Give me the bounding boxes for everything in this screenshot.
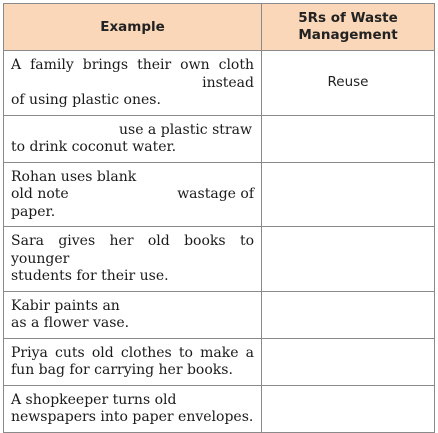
example-line: fun bag for carrying her books. (11, 362, 233, 378)
example-line: as a flower vase. (11, 315, 130, 331)
example-line: Priya cuts old clothes to make a (11, 344, 254, 361)
table-row (4, 162, 435, 227)
example-line: paper. (11, 203, 56, 220)
answer-cell[interactable] (262, 338, 435, 385)
table-row (4, 338, 435, 385)
example-line: wastage of (177, 186, 254, 202)
example-line: instead (202, 74, 254, 91)
answer-cell[interactable] (262, 162, 435, 227)
header-5rs-line2: Management (298, 27, 398, 43)
table-header-row (4, 4, 435, 51)
example-cell (4, 227, 262, 292)
answer-cell[interactable] (262, 227, 435, 292)
example-line: students for their use. (11, 268, 169, 284)
header-5rs (262, 4, 435, 51)
example-cell (4, 291, 262, 338)
example-gap-line (11, 186, 254, 204)
table-row (4, 115, 435, 162)
example-line: Rohan uses blank (11, 168, 137, 185)
example-line: A family brings their own cloth (11, 57, 254, 73)
example-line: newspapers into paper envelopes. (11, 409, 254, 425)
header-5rs-line1: 5Rs of Waste (298, 10, 398, 26)
example-cell (4, 115, 262, 162)
table-row (4, 51, 435, 116)
answer-cell[interactable] (262, 115, 435, 162)
example-line: A shopkeeper turns old (11, 391, 177, 408)
example-cell (4, 51, 262, 116)
example-line: of using plastic ones. (11, 92, 161, 108)
answer-cell[interactable]: Reuse (262, 51, 435, 116)
waste-management-table (3, 3, 435, 433)
table-row (4, 227, 435, 292)
example-line: Kabir paints an (11, 297, 120, 314)
example-cell (4, 162, 262, 227)
answer-cell[interactable] (262, 291, 435, 338)
example-line: use a plastic straw (119, 121, 252, 138)
example-line: to drink coconut water. (11, 139, 177, 155)
header-example: Example (4, 4, 262, 51)
example-line: old note (11, 186, 69, 202)
example-cell (4, 338, 262, 385)
example-line: Sara gives her old books to younger (11, 233, 254, 267)
table-row (4, 291, 435, 338)
